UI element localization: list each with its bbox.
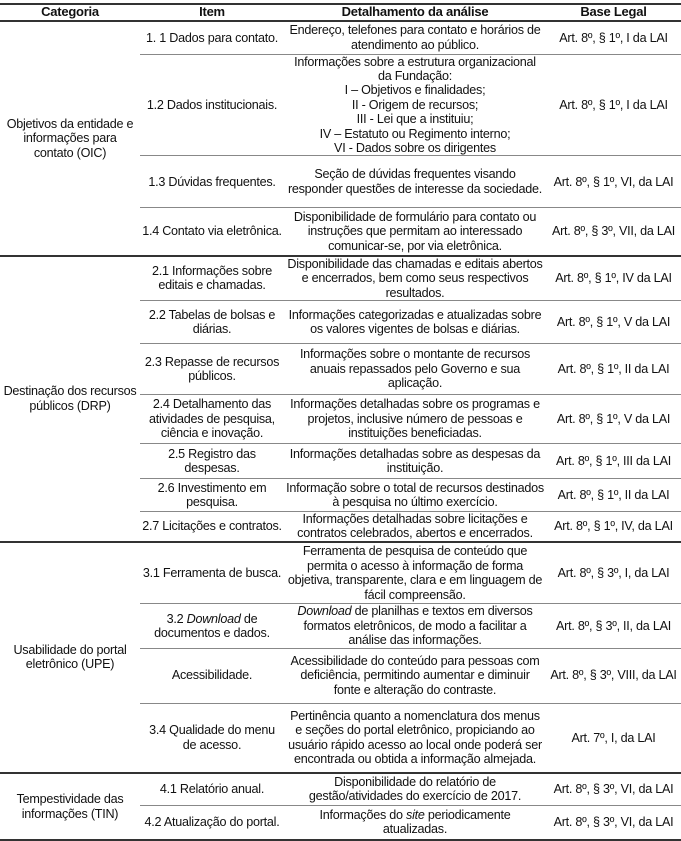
lai-criteria-table (0, 3, 681, 841)
text-segment: Acessibilidade do conteúdo para pessoas com deficiência, permitindo aumentar e diminuir fonte e alteração do contraste. (290, 653, 540, 697)
table-row (0, 256, 681, 301)
text-segment: Seção de dúvidas frequentes visando responder questões de interesse da sociedade. (287, 167, 543, 196)
item-cell (140, 648, 284, 703)
item-cell (140, 21, 284, 54)
detail-cell (284, 444, 546, 479)
detail-cell (284, 54, 546, 156)
base-legal-cell: Art. 8º, § 1º, VI, da LAI (546, 156, 681, 208)
text-segment: 3.4 Qualidade do menu de acesso. (149, 723, 275, 752)
text-segment: periodicamente atualizadas. (382, 807, 511, 837)
table-row (0, 542, 681, 604)
detail-cell (284, 773, 546, 805)
detail-cell (284, 395, 546, 444)
text-segment: 1.4 Contato via eletrônica. (142, 224, 282, 239)
text-segment: 1.3 Dúvidas frequentes. (148, 174, 276, 189)
category-cell: Tempestividade das informações (TIN) (0, 773, 140, 840)
text-segment: 1.2 Dados institucionais. (146, 97, 278, 112)
base-legal-cell: Art. 8º, § 3º, VIII, da LAI (546, 648, 681, 703)
item-cell (140, 208, 284, 256)
header-base-legal: Base Legal (546, 4, 681, 21)
detail-cell (284, 479, 546, 512)
text-segment: Informações detalhadas sobre os programas e projetos, inclusive número de pessoas e instituições beneficiadas. (290, 397, 540, 441)
text-segment: Informações detalhadas sobre as despesas da instituição. (289, 446, 541, 476)
text-segment: Ferramenta de pesquisa de conteúdo que permita o acesso à informação de forma objetiva, transparente, clara e em linguagem de fácil compreensão. (287, 544, 543, 602)
text-segment: 3.1 Ferramenta de busca. (142, 565, 282, 580)
base-legal-cell: Art. 8º, § 1º, I da LAI (546, 21, 681, 54)
text-segment: 2.2 Tabelas de bolsas e diárias. (148, 307, 276, 337)
text-segment: de documentos e dados. (154, 611, 270, 640)
text-segment: 2.3 Repasse de recursos públicos. (144, 354, 280, 384)
detail-cell (284, 805, 546, 840)
text-segment: Download (186, 611, 241, 626)
base-legal-cell: Art. 8º, § 3º, VI, da LAI (546, 805, 681, 840)
text-segment: 2.6 Investimento em pesquisa. (157, 480, 267, 510)
text-segment: 3.2 (166, 611, 187, 626)
item-cell (140, 344, 284, 395)
table-row (0, 773, 681, 805)
text-segment: Informações detalhadas sobre licitações e contratos celebrados, abertos e encerrados. (297, 512, 533, 541)
base-legal-cell: Art. 8º, § 1º, II da LAI (546, 479, 681, 512)
text-segment: Informação sobre o total de recursos destinados à pesquisa no último exercício. (286, 480, 544, 510)
text-segment: Informações sobre o montante de recursos anuais repassados pelo Governo e sua aplicação. (299, 347, 531, 391)
text-segment: 2.7 Licitações e contratos. (142, 519, 282, 534)
detail-cell (284, 156, 546, 208)
base-legal-cell: Art. 8º, § 3º, I, da LAI (546, 542, 681, 604)
category-cell: Destinação dos recursos públicos (DRP) (0, 256, 140, 542)
text-segment: Acessibilidade. (171, 668, 253, 683)
text-segment: Download (297, 604, 352, 619)
text-segment: Informações sobre a estrutura organizacional da Fundação: I – Objetivos e finalidades; II - Origem de recursos; III - Lei que a instituiu; IV – Estatuto ou Regimento interno; VI - Dados sobre os dirigentes (294, 54, 536, 155)
table-body (0, 21, 681, 840)
detail-cell (284, 542, 546, 604)
detail-cell (284, 703, 546, 773)
base-legal-cell: Art. 8º, § 3º, VII, da LAI (546, 208, 681, 256)
item-cell (140, 703, 284, 773)
text-segment: de planilhas e textos em diversos formatos eletrônicos, de modo a facilitar a análise das informações. (303, 604, 533, 648)
item-cell (140, 54, 284, 156)
detail-cell (284, 648, 546, 703)
base-legal-cell: Art. 8º, § 1º, IV da LAI (546, 256, 681, 301)
base-legal-cell: Art. 8º, § 1º, IV, da LAI (546, 512, 681, 542)
base-legal-cell: Art. 8º, § 1º, I da LAI (546, 54, 681, 156)
text-segment: Disponibilidade de formulário para contato ou instruções que permitam ao interessado comunicar-se, por via eletrônica. (293, 209, 537, 253)
text-segment: Disponibilidade das chamadas e editais abertos e encerrados, bem como seus respectivos resultados. (287, 256, 543, 300)
base-legal-cell: Art. 8º, § 1º, V da LAI (546, 395, 681, 444)
item-cell (140, 604, 284, 648)
text-segment: 2.5 Registro das despesas. (168, 446, 256, 476)
header-categoria: Categoria (0, 4, 140, 21)
text-segment: site (406, 807, 425, 822)
header-row (0, 4, 681, 21)
item-cell (140, 156, 284, 208)
item-cell (140, 805, 284, 840)
category-cell: Usabilidade do portal eletrônico (UPE) (0, 542, 140, 773)
base-legal-cell: Art. 8º, § 1º, II da LAI (546, 344, 681, 395)
text-segment: 1. 1 Dados para contato. (146, 30, 278, 45)
text-segment: 2.1 Informações sobre editais e chamadas. (151, 264, 273, 293)
header-detalhamento: Detalhamento da análise (284, 4, 546, 21)
text-segment: Pertinência quanto a nomenclatura dos menus e seções do portal eletrônico, propiciando ao usuário rápido acesso ao local onde poderá ser encontrada ou obtida a informação almejada. (288, 709, 542, 767)
base-legal-cell: Art. 8º, § 3º, VI, da LAI (546, 773, 681, 805)
item-cell (140, 479, 284, 512)
detail-cell (284, 301, 546, 344)
item-cell (140, 444, 284, 479)
detail-cell (284, 256, 546, 301)
item-cell (140, 542, 284, 604)
text-segment: Informações do (319, 807, 407, 822)
text-segment: Disponibilidade do relatório de gestão/atividades do exercício de 2017. (308, 774, 522, 804)
item-cell (140, 773, 284, 805)
item-cell (140, 256, 284, 301)
text-segment: 4.1 Relatório anual. (159, 782, 265, 797)
base-legal-cell: Art. 8º, § 1º, III da LAI (546, 444, 681, 479)
text-segment: Informações categorizadas e atualizadas sobre os valores vigentes de bolsas e diárias. (288, 307, 542, 337)
base-legal-cell: Art. 8º, § 3º, II, da LAI (546, 604, 681, 648)
detail-cell (284, 604, 546, 648)
item-cell (140, 301, 284, 344)
detail-cell (284, 512, 546, 542)
detail-cell (284, 344, 546, 395)
text-segment: 4.2 Atualização do portal. (144, 815, 280, 830)
item-cell (140, 395, 284, 444)
header-item: Item (140, 4, 284, 21)
category-cell: Objetivos da entidade e informações para contato (OIC) (0, 21, 140, 256)
text-segment: Endereço, telefones para contato e horários de atendimento ao público. (289, 23, 541, 52)
table-row (0, 21, 681, 54)
text-segment: 2.4 Detalhamento das atividades de pesquisa, ciência e inovação. (149, 397, 275, 441)
base-legal-cell: Art. 7º, I, da LAI (546, 703, 681, 773)
detail-cell (284, 208, 546, 256)
detail-cell (284, 21, 546, 54)
base-legal-cell: Art. 8º, § 1º, V da LAI (546, 301, 681, 344)
item-cell (140, 512, 284, 542)
